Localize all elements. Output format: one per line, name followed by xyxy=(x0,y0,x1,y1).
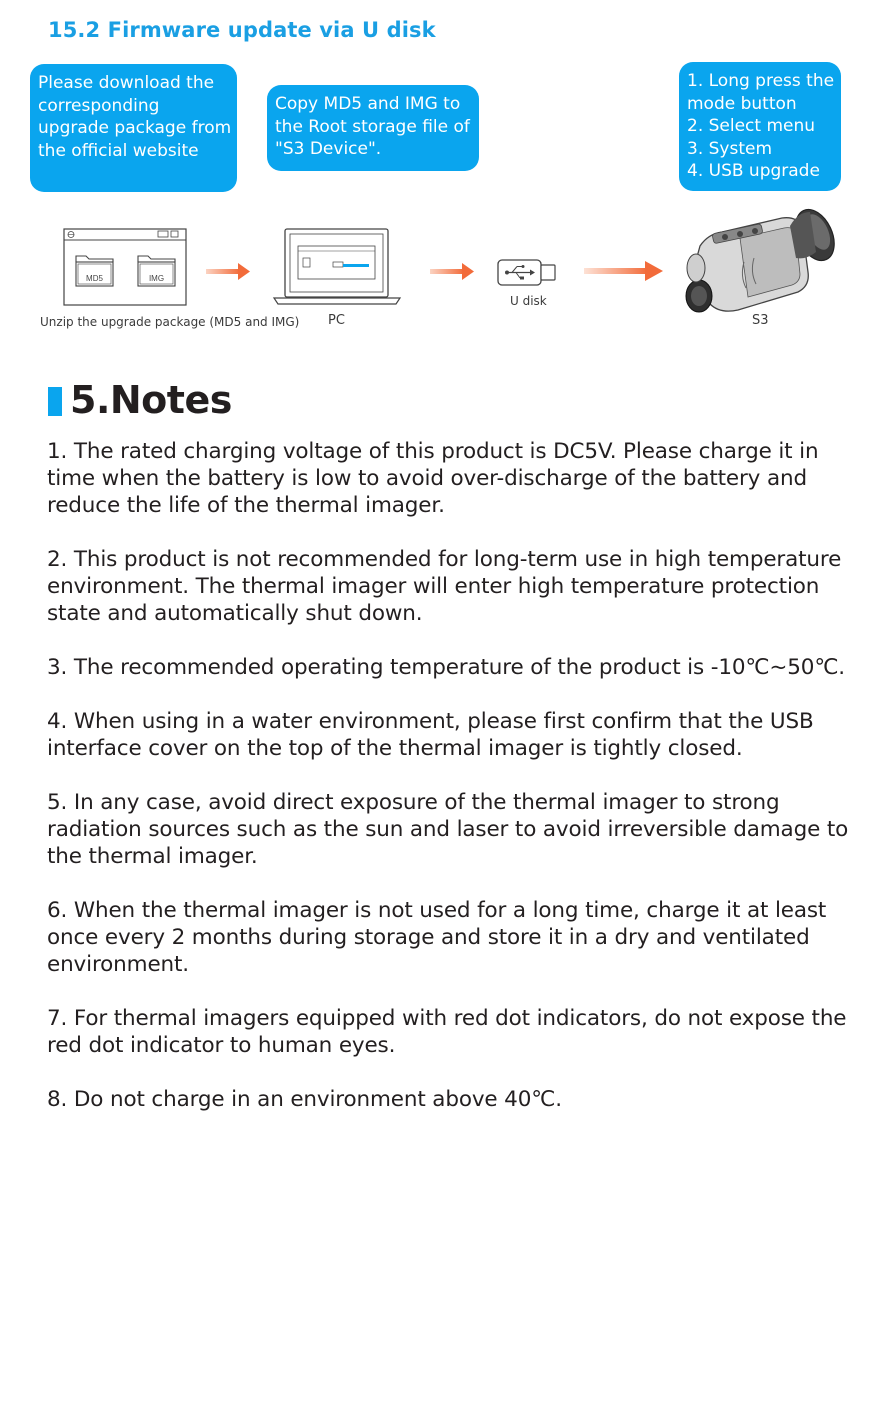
note-item xyxy=(47,708,857,762)
note-line: 2. This product is not recommended for long-term use in high temperature xyxy=(47,547,842,572)
note-line: environment. The thermal imager will enter high temperature protection xyxy=(47,574,820,599)
note-item xyxy=(47,1086,857,1113)
note-line: radiation sources such as the sun and laser to avoid irreversible damage to xyxy=(47,817,849,842)
caption-unzip: Unzip the upgrade package (MD5 and IMG) xyxy=(40,315,300,329)
note-line: time when the battery is low to avoid over-discharge of the battery and xyxy=(47,466,807,491)
note-line: environment. xyxy=(47,952,189,977)
note-line: once every 2 months during storage and store it in a dry and ventilated xyxy=(47,925,810,950)
note-item xyxy=(47,1005,857,1059)
caption-udisk: U disk xyxy=(510,294,547,308)
callout-line: corresponding xyxy=(38,95,160,116)
note-item xyxy=(47,654,857,681)
laptop-icon xyxy=(274,229,400,304)
callout-line: upgrade package from xyxy=(38,118,232,138)
callout-line: Please download the xyxy=(38,73,215,93)
note-line: reduce the life of the thermal imager. xyxy=(47,493,445,518)
arrow-right-icon xyxy=(430,263,474,280)
notes-heading xyxy=(48,378,232,422)
heading-accent-bar xyxy=(48,387,62,416)
note-line: 6. When the thermal imager is not used for a long time, charge it at least xyxy=(47,898,827,923)
note-item xyxy=(47,438,857,519)
callout-line: "S3 Device". xyxy=(275,139,382,159)
note-line: the thermal imager. xyxy=(47,844,258,869)
callout-line: 4. USB upgrade xyxy=(687,161,820,181)
callout-line: the official website xyxy=(38,140,199,161)
update-flow-diagram xyxy=(0,0,885,340)
thermal-imager-icon xyxy=(686,203,842,312)
callout-line: Copy MD5 and IMG to xyxy=(275,94,461,114)
note-item xyxy=(47,897,857,978)
callout-line: 1. Long press the xyxy=(687,71,835,91)
notes-list xyxy=(47,438,857,1140)
arrow-right-icon xyxy=(206,263,250,280)
note-line: 5. In any case, avoid direct exposure of the thermal imager to strong xyxy=(47,790,780,815)
note-item xyxy=(47,789,857,870)
note-line: 3. The recommended operating temperature of the product is -10℃~50℃. xyxy=(47,655,845,680)
note-line: state and automatically shut down. xyxy=(47,601,423,626)
section-title: 15.2 Firmware update via U disk xyxy=(48,18,436,42)
note-line: 4. When using in a water environment, please first confirm that the USB xyxy=(47,709,814,734)
file-window-icon xyxy=(64,229,186,305)
callout-line: the Root storage file of xyxy=(275,116,470,137)
folder-img-label: IMG xyxy=(148,274,165,283)
usb-disk-icon xyxy=(498,260,555,285)
note-line: 1. The rated charging voltage of this product is DC5V. Please charge it in xyxy=(47,439,819,464)
note-line: interface cover on the top of the thermal imager is tightly closed. xyxy=(47,736,743,761)
caption-pc: PC xyxy=(328,313,345,328)
note-item xyxy=(47,546,857,627)
callout-line: 2. Select menu xyxy=(687,116,816,136)
note-line: 8. Do not charge in an environment above 40℃. xyxy=(47,1087,562,1112)
caption-s3: S3 xyxy=(752,313,769,328)
folder-md5-label: MD5 xyxy=(86,274,103,283)
note-line: red dot indicator to human eyes. xyxy=(47,1033,396,1058)
arrow-right-icon xyxy=(584,261,663,281)
note-line: 7. For thermal imagers equipped with red dot indicators, do not expose the xyxy=(47,1006,847,1031)
callout-line: 3. System xyxy=(687,138,773,159)
notes-title: 5.Notes xyxy=(70,378,232,422)
callout-line: mode button xyxy=(687,93,797,114)
